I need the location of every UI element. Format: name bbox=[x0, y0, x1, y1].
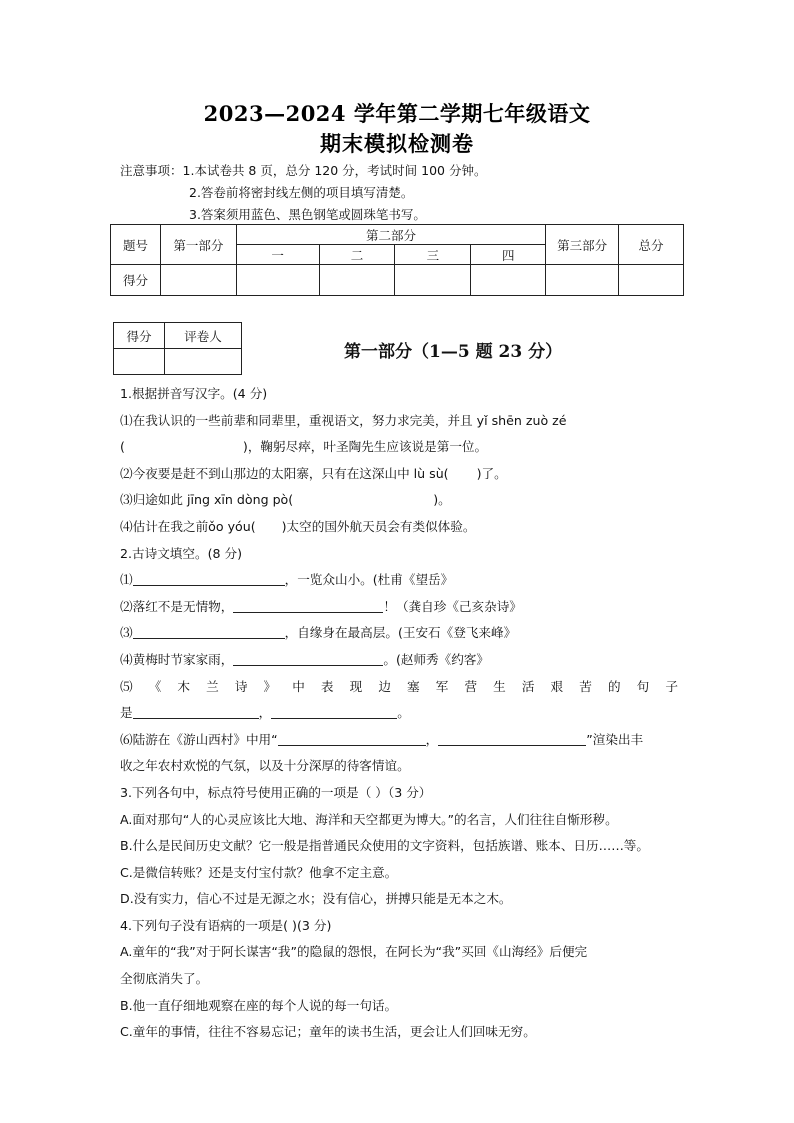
q1-line2 bbox=[120, 434, 678, 461]
q2-l3-rest: ，自缘身在最高层。(王安石《登飞来峰》 bbox=[284, 625, 517, 641]
q1-l3-text: ⑵今夜要是赶不到山那边的太阳寨，只有在这深山中 lù sù( bbox=[120, 465, 449, 481]
q2-l5-char: 塞 bbox=[407, 678, 420, 694]
q4-option-a-line2: 全彻底消失了。 bbox=[120, 971, 209, 987]
q2-l5-char: 《 bbox=[148, 678, 162, 694]
notes-label: 注意事项： bbox=[120, 163, 183, 178]
score-table-part1: 第一部分 bbox=[160, 225, 236, 265]
answer-blank[interactable] bbox=[233, 651, 383, 666]
q2-line6 bbox=[120, 700, 678, 727]
q2-l5-char: 军 bbox=[435, 678, 449, 694]
score-cell[interactable] bbox=[160, 265, 236, 296]
grader-score-cell[interactable] bbox=[114, 349, 165, 375]
q1-l3-end: )了。 bbox=[476, 465, 507, 481]
note-row-2 bbox=[120, 182, 486, 204]
q1-stem: 1.根据拼音写汉字。(4 分) bbox=[120, 386, 268, 401]
q2-line2 bbox=[120, 594, 678, 621]
score-table-part2: 第二部分 bbox=[236, 225, 545, 245]
q2-l5-char: 表 bbox=[320, 678, 334, 694]
q2-line4 bbox=[120, 647, 678, 674]
score-table-sub: 二 bbox=[319, 245, 395, 265]
answer-blank[interactable] bbox=[133, 704, 259, 719]
q2-l6-end: 。 bbox=[397, 705, 410, 721]
answer-blank[interactable] bbox=[438, 731, 586, 746]
q2-l6-text: 是 bbox=[120, 705, 133, 721]
note-row-1 bbox=[120, 160, 486, 182]
q2-l5-char: 现 bbox=[349, 678, 363, 694]
q2-line3 bbox=[120, 620, 678, 647]
q1-l5-end: )太空的国外航天员会有类似体验。 bbox=[281, 518, 476, 534]
q2-l4-rest: 。(赵师秀《约客》 bbox=[383, 651, 490, 667]
q2-l7-rest: ”渲染出丰 bbox=[586, 731, 644, 747]
score-table-header: 题号 bbox=[111, 225, 161, 265]
q4-option-b: B.他一直仔细地观察在座的每个人说的每一句话。 bbox=[120, 997, 398, 1013]
score-cell[interactable] bbox=[395, 265, 471, 296]
questions-body bbox=[120, 381, 678, 1046]
q2-l5-char: 子 bbox=[665, 678, 678, 694]
q1-line3 bbox=[120, 461, 678, 488]
note-item: 2.答卷前将密封线左侧的项目填写清楚。 bbox=[189, 185, 414, 200]
q3-option-a: A.面对那句“人的心灵应该比大地、海洋和天空都更为博大。”的名言，人们往往自惭形秽。 bbox=[120, 811, 618, 827]
q3-option-c: C.是微信转账？还是支付宝付款？他拿不定主意。 bbox=[120, 864, 398, 880]
q2-l5-char: 艰 bbox=[550, 678, 564, 694]
score-table-sub: 三 bbox=[395, 245, 471, 265]
score-cell[interactable] bbox=[471, 265, 546, 296]
q4-stem: 4.下列句子没有语病的一项是( )(3 分) bbox=[120, 917, 332, 933]
q2-l5-char: ⑸ bbox=[120, 678, 133, 694]
grader-label: 评卷人 bbox=[165, 323, 242, 349]
q2-l5-char: 的 bbox=[607, 678, 621, 694]
answer-blank[interactable] bbox=[278, 731, 426, 746]
score-cell[interactable] bbox=[319, 265, 395, 296]
q2-l4-text: ⑷黄梅时节家家雨， bbox=[120, 651, 234, 667]
q2-line8: 收之年农村欢悦的气氛，以及十分深厚的待客情谊。 bbox=[120, 758, 410, 774]
q2-l5-char: 边 bbox=[378, 678, 391, 694]
q2-l7-text: ⑹陆游在《游山西村》中用“ bbox=[120, 731, 278, 747]
q2-l5-char: 兰 bbox=[206, 678, 219, 694]
q1-l2-open: ( bbox=[120, 439, 125, 455]
answer-blank[interactable] bbox=[271, 704, 397, 719]
q2-l2-rest: ！（龚自珍《己亥杂诗》 bbox=[383, 598, 522, 614]
q1-line4 bbox=[120, 487, 678, 514]
answer-blank[interactable] bbox=[133, 571, 285, 586]
q2-line1 bbox=[120, 567, 678, 594]
q3-option-b: B.什么是民间历史文献？它一般是指普通民众使用的文字资料，包括族谱、账本、日历……等。 bbox=[120, 838, 649, 854]
q2-l5-char: 活 bbox=[521, 678, 535, 694]
note-row-3 bbox=[120, 204, 486, 226]
notes-section bbox=[120, 160, 486, 226]
q1-l5-text: ⑷估计在我之前ǒo yóu( bbox=[120, 518, 256, 534]
q2-l5-char: 中 bbox=[292, 678, 305, 694]
q1-l4-end: )。 bbox=[433, 492, 451, 508]
q2-l1-num: ⑴ bbox=[120, 572, 133, 588]
q4-option-a-line1: A.童年的“我”对于阿长谋害“我”的隐鼠的怨恨，在阿长为“我”买回《山海经》后便完 bbox=[120, 944, 588, 960]
q2-l2-text: ⑵落红不是无情物， bbox=[120, 598, 234, 614]
grader-score-label: 得分 bbox=[114, 323, 165, 349]
q2-l5-char: 句 bbox=[636, 678, 650, 694]
score-row-label: 得分 bbox=[111, 265, 161, 296]
score-cell[interactable] bbox=[546, 265, 619, 296]
q2-l1-rest: ，一览众山小。(杜甫《望岳》 bbox=[284, 572, 454, 588]
grader-name-cell[interactable] bbox=[165, 349, 242, 375]
q2-l5-char: 木 bbox=[177, 678, 190, 694]
grader-table bbox=[113, 322, 242, 375]
score-table-sub: 一 bbox=[236, 245, 319, 265]
exam-title-line2: 期末模拟检测卷 bbox=[320, 131, 474, 156]
q2-line5 bbox=[120, 674, 678, 701]
q4-option-c: C.童年的事情，往往不容易忘记；童年的读书生活，更会让人们回味无穷。 bbox=[120, 1024, 536, 1040]
q3-stem: 3.下列各句中，标点符号使用正确的一项是（ ）（3 分） bbox=[120, 784, 432, 800]
answer-blank[interactable] bbox=[133, 624, 285, 639]
q2-l5-char: 苦 bbox=[579, 678, 592, 694]
q2-l5-char: 》 bbox=[263, 678, 277, 694]
score-table-part3: 第三部分 bbox=[546, 225, 619, 265]
note-item: 3.答案须用蓝色、黑色钢笔或圆珠笔书写。 bbox=[189, 207, 426, 222]
q1-line5 bbox=[120, 514, 678, 541]
q3-option-d: D.没有实力，信心不过是无源之水；没有信心，拼搏只能是无本之木。 bbox=[120, 891, 512, 907]
q2-l6-comma: ， bbox=[258, 705, 272, 721]
score-cell[interactable] bbox=[236, 265, 319, 296]
answer-blank[interactable] bbox=[233, 598, 383, 613]
score-table bbox=[110, 224, 684, 296]
q2-l3-num: ⑶ bbox=[120, 625, 133, 641]
q2-stem: 2.古诗文填空。(8 分) bbox=[120, 545, 243, 561]
q2-l7-comma: ， bbox=[425, 731, 439, 747]
score-table-total: 总分 bbox=[619, 225, 684, 265]
part1-title: 第一部分（1—5 题 23 分） bbox=[344, 342, 563, 362]
q2-l5-char: 生 bbox=[493, 678, 506, 694]
q1-l4-text: ⑶归途如此 jīng xīn dòng pò( bbox=[120, 492, 294, 508]
q2-line7 bbox=[120, 727, 678, 754]
q2-l5-char: 营 bbox=[464, 678, 478, 694]
exam-title-line1: 2023—2024 学年第二学期七年级语文 bbox=[203, 101, 591, 126]
q2-l5-char: 诗 bbox=[234, 678, 248, 694]
q1-line1: ⑴在我认识的一些前辈和同辈里，重视语文，努力求完美，并且 yǐ shēn zuò zé bbox=[120, 412, 567, 428]
score-cell[interactable] bbox=[619, 265, 684, 296]
score-table-sub: 四 bbox=[471, 245, 546, 265]
q1-l2-rest: )，鞠躬尽瘁，叶圣陶先生应该说是第一位。 bbox=[242, 439, 488, 455]
note-item: 1.本试卷共 8 页，总分 120 分，考试时间 100 分钟。 bbox=[182, 163, 487, 178]
